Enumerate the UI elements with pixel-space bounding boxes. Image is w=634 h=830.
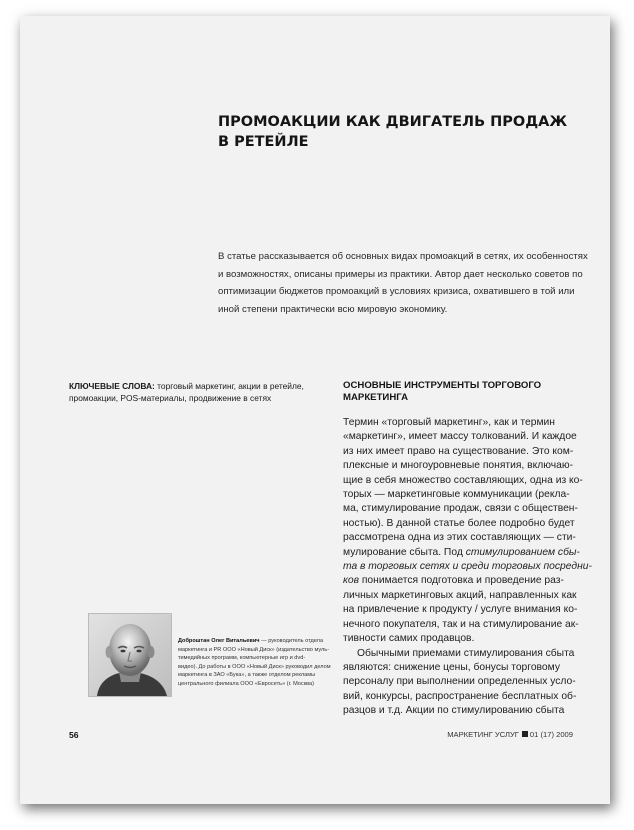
abstract-line: В статье рассказывается об основных видах промоакций в сетях, их особенностях [218,251,588,262]
author-bio-text: — руководитель отдела [259,638,324,644]
author-bio-line: центрального филиала ООО «Евросеть» (г. Москва) [178,680,315,687]
body-text: понимается подготовка и проведение раз- [358,575,564,587]
body-line: торых — маркетинговые коммуникации (рекла- [343,489,570,501]
section-heading-line: ОСНОВНЫЕ ИНСТРУМЕНТЫ ТОРГОВОГО [343,380,542,391]
author-bio-line: маркетинга и PR ООО «Новый Диск» (издательство муль- [178,646,330,653]
keywords-text: торговый маркетинг, акции в ретейле, промоакции, POS-материалы, продвижение в сетях [69,381,304,403]
author-bio [178,637,331,689]
keywords-label: КЛЮЧЕВЫЕ СЛОВА: [69,381,155,391]
body-line: Обычными приемами стимулирования сбыта [357,647,575,659]
keywords-block [69,380,331,404]
section-heading-line: МАРКЕТИНГА [343,392,409,403]
body-line: плексные и многоуровневые понятия, включаю- [343,460,573,472]
author-bio-line: видео). До работы в ООО «Новый Диск» руководил делом [178,663,331,670]
body-line: вий, конкурсы, распространение бесплатных об- [343,690,577,702]
body-line: «маркетинг», имеет массу толкований. И каждое [343,431,577,443]
author-bio-line: маркетинга в ЗАО «Бука», а также отделом рекламы [178,672,316,679]
body-emphasis: ков [343,575,359,587]
author-name: Доброштан Олег Витальевич [178,638,260,644]
author-portrait-graphic [89,614,171,696]
body-emphasis: стимулированием сбы- [465,546,580,558]
article-title [218,112,578,152]
square-bullet-icon [522,731,528,737]
body-line-mixed [343,560,592,574]
section-heading [343,380,593,404]
paragraph-2 [343,647,589,719]
journal-issue: 01 (17) 2009 [529,730,573,739]
paragraph-1 [343,416,592,647]
body-column [343,416,592,719]
body-line: персоналу при выполнении определенных усло- [343,676,576,688]
journal-footer [447,730,573,739]
body-line: ма, стимулирование продаж, связи с обществен- [343,503,578,515]
body-line: личных маркетинговых акций, направленных как [343,589,577,601]
body-line: на привлечение к продукту / услуге внимания ко- [343,604,578,616]
body-line: рассмотрена одна из этих составляющих — сти- [343,532,576,544]
abstract-line: и возможностях, описаны примеры из практики. Автор дает несколько советов по [218,268,583,280]
author-bio-line [178,637,324,646]
body-line: щие в себя множество составляющих, одна из ко- [343,474,583,486]
page-number: 56 [69,730,79,740]
journal-name: МАРКЕТИНГ УСЛУГ [447,730,519,739]
article-abstract [218,248,590,318]
body-line: нечного покупателя, так и на стимулирование ак- [343,618,579,630]
body-line-mixed [343,546,589,560]
body-line: Термин «торговый маркетинг», как и термин [343,417,555,428]
body-line: являются: снижение цены, бонусы торговому [343,661,560,673]
article-title-line: В РЕТЕЙЛЕ [218,134,309,150]
abstract-line: иной степени практически всю мировую экономику. [218,303,448,315]
body-line-mixed [343,574,589,588]
body-line: ностью). В данной статье более подробно будет [343,517,575,529]
body-text: мулирование сбыта. Под [343,546,466,558]
abstract-line: оптимизации бюджетов промоакций в условиях кризиса, охватившего в той или [218,286,575,297]
article-title-line: ПРОМОАКЦИИ КАК ДВИГАТЕЛЬ ПРОДАЖ [218,114,568,130]
body-emphasis: та в торговых сетях и среди торговых посредни- [343,561,592,573]
body-line: тивности самих продавцов. [343,633,475,645]
author-bio-line: тимедийных программ, компьютерные игр и dvd- [178,655,306,662]
author-portrait-icon [88,613,172,697]
journal-page [20,16,610,804]
body-line: из них имеет право на существование. Это ком- [343,445,574,457]
body-line: разцов и т.д. Акции по стимулированию сбыта [343,705,565,717]
